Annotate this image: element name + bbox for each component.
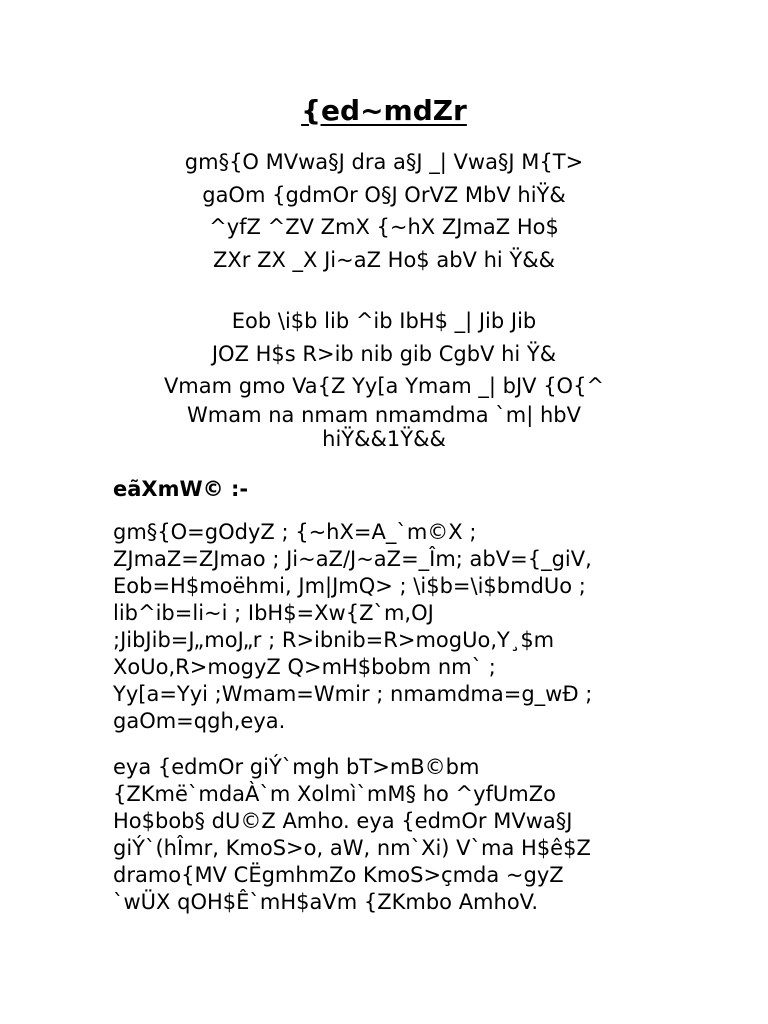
verse-stanza-2 bbox=[0, 305, 768, 451]
verse-line: hiŸ&&1Ÿ&& bbox=[322, 426, 446, 451]
paragraph-line: Yy[a=Yyi ;Wmam=Wmir ; nmamdma=g_wÐ ; bbox=[113, 682, 593, 706]
paragraph-line: Ho$bob§ dU©Z Amho. eya {edmOr MVwa§J bbox=[113, 809, 573, 833]
paragraph-line: eya {edmOr giÝ`mgh bT>mB©bm bbox=[113, 755, 480, 779]
paragraph-line: dramo{MV CËgmhmZo KmoS>çmda ~gyZ bbox=[113, 863, 564, 887]
verse-line: gaOm {gdmOr O§J OrVZ MbV hiŸ& bbox=[202, 182, 566, 207]
verse-line: gm§{O MVwa§J dra a§J _| Vwa§J M{T> bbox=[184, 150, 584, 174]
paragraph-line: XoUo,R>mogyZ Q>mH$bobm nm` ; bbox=[113, 655, 496, 679]
paragraph-line: `wÜX qOH$Ê`mH$aVm {ZKmbo AmhoV. bbox=[113, 890, 539, 914]
paragraph-line: lib^ib=li~i ; IbH$=Xw{Z`m,OJ bbox=[113, 601, 434, 625]
paragraph-line: {ZKmë`mdaÀ`m Xolmì`mM§ ho ^yfUmZo bbox=[113, 782, 556, 806]
paragraph-line: ZJmaZ=ZJmao ; Ji~aZ/J~aZ=_Îm; abV={_giV, bbox=[113, 547, 592, 571]
verse-line: ^yfZ ^ZV ZmX {~hX ZJmaZ Ho$ bbox=[209, 215, 559, 239]
verse-line: Wmam na nmam nmamdma `m| hbV bbox=[187, 402, 581, 427]
glossary-paragraph bbox=[113, 519, 673, 735]
paragraph-line: gaOm=qgh,eya. bbox=[113, 709, 286, 733]
paragraph-line: Eob=H$moëhmi, Jm|JmQ> ; \i$b=\i$bmdUo ; bbox=[113, 574, 586, 598]
paragraph-line: ;JibJib=J„moJ„r ; R>ibnib=R>mogUo,Y¸$m bbox=[113, 628, 555, 652]
verse-line: Eob \i$b lib ^ib IbH$ _| Jib Jib bbox=[231, 309, 537, 333]
paragraph-line: gm§{O=gOdyZ ; {~hX=A_`m©X ; bbox=[113, 520, 477, 544]
verse-line: Vmam gmo Va{Z Yy[a Ymam _| bJV {O{^ bbox=[163, 374, 605, 398]
explanation-paragraph bbox=[113, 754, 673, 916]
paragraph-line: giÝ`(hÎmr, KmoS>o, aW, nm`Xi) V`ma H$ê$Z bbox=[113, 836, 591, 860]
section-heading: eãXmW© :- bbox=[113, 477, 249, 501]
page-title: {ed~mdZr bbox=[301, 94, 467, 127]
verse-line: ZXr ZX _X Ji~aZ Ho$ abV hi Ÿ&& bbox=[213, 247, 555, 272]
verse-stanza-1 bbox=[0, 146, 768, 276]
verse-line: JOZ H$s R>ib nib gib CgbV hi Ÿ& bbox=[211, 341, 557, 366]
